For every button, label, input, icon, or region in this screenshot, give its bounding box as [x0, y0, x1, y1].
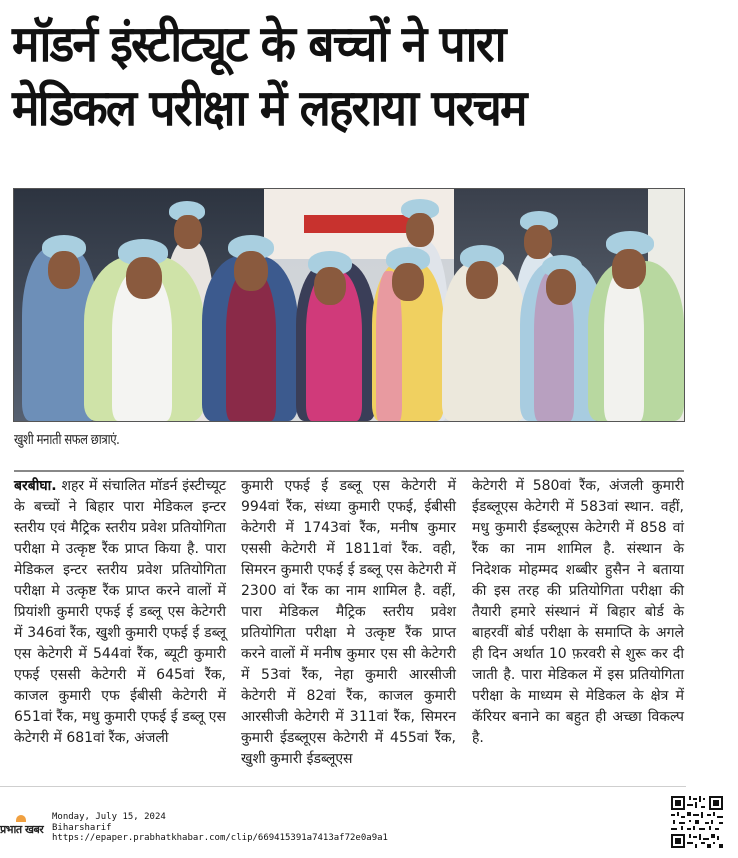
photo-face — [126, 257, 162, 299]
headline-line-2: मेडिकल परीक्षा में लहराया परचम — [12, 79, 526, 137]
article-column-3 — [472, 476, 684, 749]
news-photo — [13, 188, 685, 422]
photo-scarf — [226, 271, 276, 421]
photo-face — [612, 249, 646, 289]
photo-face — [466, 261, 498, 299]
photo-face — [234, 251, 268, 291]
headline-line-1: मॉडर्न इंस्टीट्यूट के बच्चों ने पारा — [12, 15, 505, 73]
article-column-2-text: कुमारी एफई ई डब्लू एस केटेगरी में 994वां रैंक, संध्या कुमारी एफई, ईबीसी केटेगरी में 1743वां रैंक, मनीष कुमार एससी केटेगरी में 1811वां रैंक. वही, सिमरन कुमारी एफई ई डब्लू एस केटेगरी में 2300 वां रैंक का नाम शामिल है. वहीं, पारा मेडिकल मैट्रिक स्तरीय प्रवेश प्रतियोगिता परीक्षा मे उत्कृष्ट रैंक प्राप्त करने वालों में मनीष कुमार एस सी केटेगरी में 53वां रैंक, नेहा कुमारी आरसीजी केटेगरी में 82वां रैंक, काजल कुमारी आरसीजी केटेगरी में 311वां रैंक, सिमरन कुमारी ईडब्लूएस केटेगरी में 455वां रैंक, खुशी कुमारी ईडब्लूएस — [241, 478, 456, 767]
clip-metadata — [52, 812, 388, 844]
headline — [12, 14, 656, 142]
article-column-3-text: केटेगरी में 580वां रैंक, अंजली कुमारी ईडब्लूएस केटेगरी में 583वां स्थान. वहीं, मधु कुमारी ईडब्लूएस केटेगरी में 858 वां रैंक का नाम शामिल है. संस्थान के निदेशक मोहम्मद शब्बीर हुसैन ने बताया की इस तरह की प्रतियोगिता परीक्षा की तैयारी हमारे संस्थानं में बिहार बोर्ड के बाहरवीं बोर्ड परीक्षा के समाप्ति के अगले ही दिन अर्थात 10 फ़रवरी से शुरू कर दी जाती है. पारा मेडिकल में इस प्रतियोगिता परीक्षा के माध्यम से मेडिकल के क्षेत्र में कॅरियर बनाने का बहुत ही अच्छा विकल्प है. — [472, 478, 684, 746]
photo-face — [406, 213, 434, 247]
article-column-1-text: शहर में संचालित मॉडर्न इंस्टीच्यूट के बच्चों ने बिहार पारा मेडिकल इन्टर स्तरीय एवं मैट्रिक स्तरीय प्रवेश प्रतियोगिता परीक्षा मे उत्कृष्ट रैंक प्राप्त किया है. पारा मेडिकल इन्टर स्तरीय प्रवेश प्रतियोगिता परीक्षा मे उत्कृष्ट रैंक प्राप्त करने वालों में प्रियांशी कुमारी एफई ई डब्लू एस केटेगरी में 346वां रैंक, खुशी कुमारी एफई ई डब्लू एस केटेगरी में 544वां रैंक, ब्यूटी कुमारी एफई एससी केटेगरी में 645वां रैंक, काजल कुमारी एफ ईबीसी केटेगरी में 651वां रैंक, मधु कुमारी एफई ई डब्लू एस केटेगरी में 681वां रैंक, अंजली — [14, 478, 226, 746]
article-divider — [14, 470, 684, 472]
clip-url[interactable]: https://epaper.prabhatkhabar.com/clip/669415391a7413af72e0a9a1 — [52, 833, 388, 843]
sun-icon — [16, 815, 26, 822]
logo-text: प्रभात खबर — [0, 823, 44, 836]
publication-date: Monday, July 15, 2024 — [52, 812, 166, 822]
photo-scarf — [604, 271, 644, 421]
photo-face — [174, 215, 202, 249]
dateline: बरबीघा. — [14, 478, 57, 494]
article-column-1 — [14, 476, 226, 749]
edition-name: Biharsharif — [52, 822, 112, 833]
article-column-2 — [241, 476, 456, 770]
photo-face — [48, 251, 80, 289]
photo-face — [392, 263, 424, 301]
photo-caption: खुशी मनाती सफल छात्राएं. — [14, 432, 120, 448]
footer-divider — [0, 786, 686, 787]
photo-face — [314, 267, 346, 305]
prabhat-khabar-logo — [0, 822, 43, 837]
photo-face — [524, 225, 552, 259]
qr-code-icon[interactable] — [669, 794, 725, 850]
photo-face — [546, 269, 576, 305]
